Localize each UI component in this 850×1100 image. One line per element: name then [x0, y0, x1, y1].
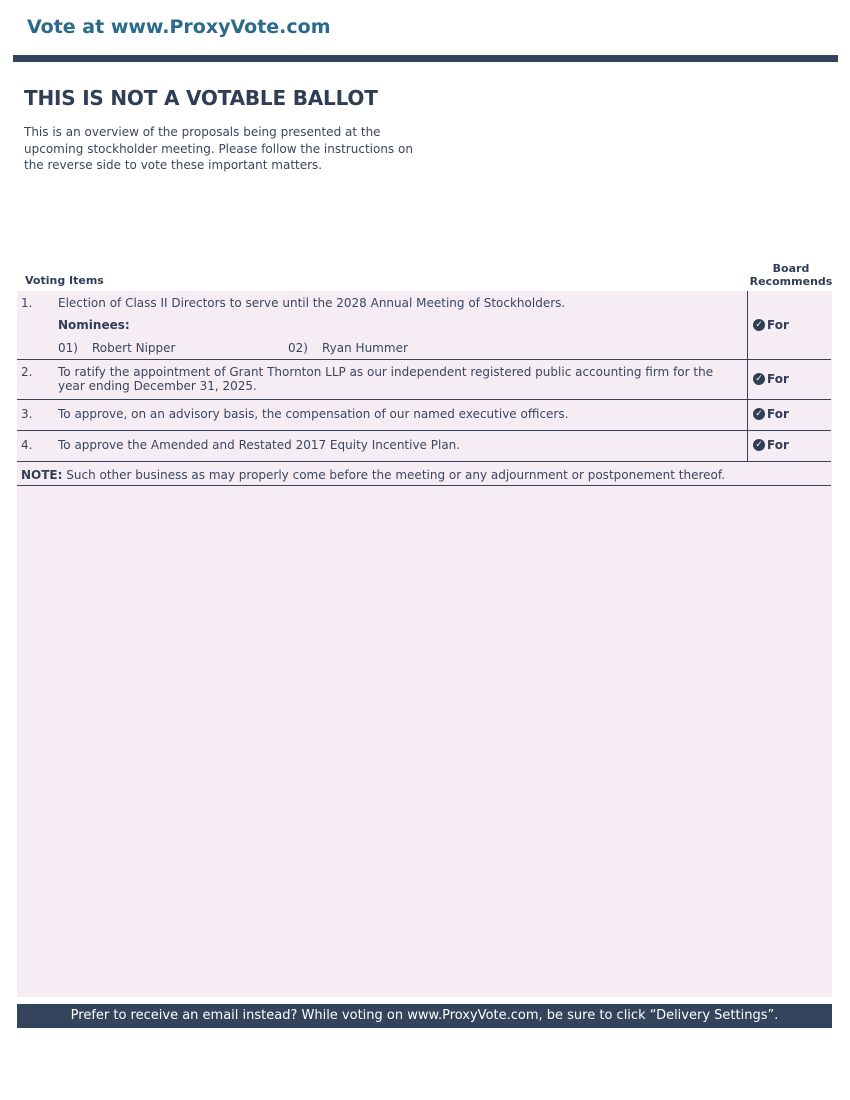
intro-text: This is an overview of the proposals being presented at the upcoming stockholder meeting. Please follow the instructions on the reverse side to vote these important matters. — [24, 125, 413, 172]
proposal-text: To approve, on an advisory basis, the compensation of our named executive officers. — [58, 407, 569, 421]
nominee-1 — [58, 341, 175, 355]
proposal-text: Election of Class II Directors to serve until the 2028 Annual Meeting of Stockholders. — [58, 296, 566, 310]
recommendation-label: For — [767, 407, 789, 421]
recommendation-column — [747, 400, 748, 430]
check-circle-icon: ✓ — [753, 319, 765, 331]
check-circle-icon: ✓ — [753, 373, 765, 385]
proposal-row-4 — [17, 431, 831, 462]
recommendation-column — [747, 360, 748, 399]
nominee-number: 01) — [58, 341, 78, 355]
proposal-text: To approve the Amended and Restated 2017 Equity Incentive Plan. — [58, 438, 461, 452]
header-divider — [13, 55, 838, 62]
recommendation-label: For — [767, 372, 789, 386]
proposal-number: 1. — [21, 296, 33, 310]
recommendation-column — [747, 291, 748, 359]
proposal-row-3 — [17, 400, 831, 431]
proposal-row-1 — [17, 291, 831, 360]
recommendation-label: For — [767, 318, 789, 332]
check-circle-icon: ✓ — [753, 439, 765, 451]
nominee-name: Robert Nipper — [92, 341, 176, 355]
proposal-number: 2. — [21, 365, 33, 379]
recommendation — [753, 318, 789, 332]
proposal-number: 3. — [21, 407, 33, 421]
voting-items-header: Voting Items — [25, 274, 104, 287]
proposal-row-2 — [17, 360, 831, 400]
recommendation — [753, 438, 789, 452]
board-recommends-header: Board Recommends — [749, 262, 833, 288]
nominee-2 — [288, 341, 408, 355]
vote-url-header: Vote at www.ProxyVote.com — [27, 16, 331, 38]
nominee-number: 02) — [288, 341, 308, 355]
note-body: Such other business as may properly come before the meeting or any adjournment or postponement thereof. — [66, 468, 726, 482]
recommendation-label: For — [767, 438, 789, 452]
footer-banner: Prefer to receive an email instead? While voting on www.ProxyVote.com, be sure to click “Delivery Settings”. — [17, 1004, 832, 1028]
proposal-text: To ratify the appointment of Grant Thornton LLP as our independent registered public accounting firm for the year ending December 31, 2025. — [58, 365, 714, 393]
check-circle-icon: ✓ — [753, 408, 765, 420]
recommendation — [753, 372, 789, 386]
page-title: THIS IS NOT A VOTABLE BALLOT — [24, 86, 378, 110]
recommendation — [753, 407, 789, 421]
recommendation-column — [747, 431, 748, 461]
note-text — [21, 468, 725, 482]
note-row — [17, 462, 831, 486]
note-label: NOTE: — [21, 468, 63, 482]
nominees-label: Nominees: — [58, 318, 130, 332]
nominee-name: Ryan Hummer — [322, 341, 408, 355]
proposal-number: 4. — [21, 438, 33, 452]
